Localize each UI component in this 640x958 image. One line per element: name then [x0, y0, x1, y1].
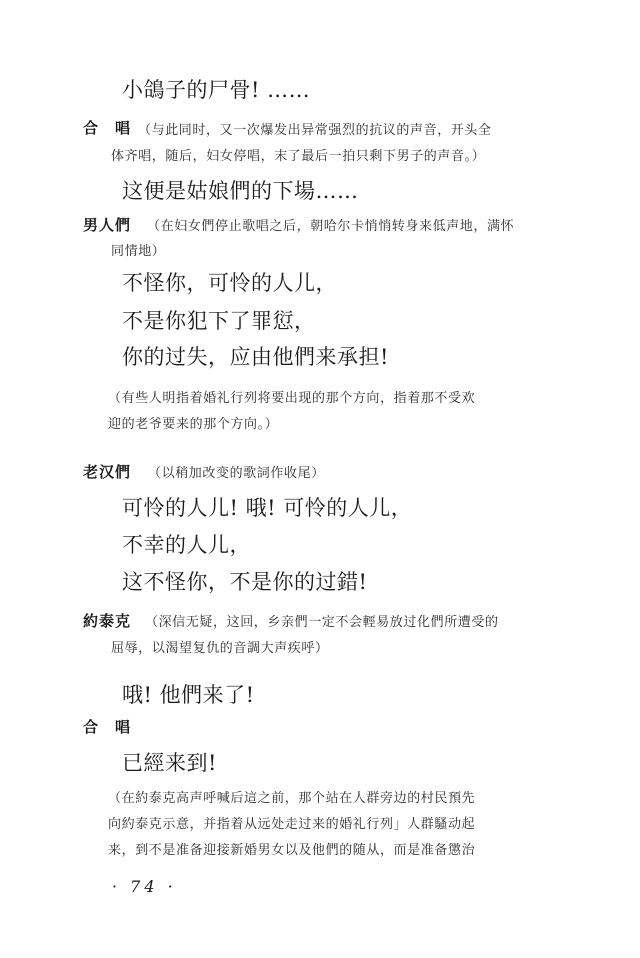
- speaker-label: 合 唱: [83, 119, 132, 137]
- stage-direction: 同情地）: [111, 244, 166, 259]
- stage-direction: 来，到不是准备迎接新婚男女以及他們的随从，而是准备懲治: [108, 843, 476, 858]
- stage-direction: 体齐唱，随后，妇女停唱，末了最后一拍只剩下男子的声音。）: [111, 149, 486, 164]
- stage-direction: （与此同时，又一次爆发出异常强烈的抗议的声音，开头全: [138, 123, 492, 138]
- speaker-label: 男人們: [83, 216, 132, 234]
- speaker-label: 合 唱: [83, 718, 132, 736]
- stage-direction: （深信无疑，这回，乡亲們一定不会輕易放过化們所遭受的: [145, 615, 499, 630]
- speaker-label: 約泰克: [83, 612, 132, 630]
- stage-direction: （在妇女們停止歌唱之后，朝哈尔卡悄悄转身来低声地，满怀: [147, 219, 515, 234]
- verse-line: 这不怪你，不是你的过錯!: [122, 570, 368, 594]
- page-number: · 74 ·: [112, 877, 177, 896]
- stage-direction: 向約泰克示意，并指着从远处走过来的婚礼行列」人群騷动起: [108, 817, 476, 832]
- verse-line: 已經来到!: [122, 751, 217, 775]
- verse-line: 小鴿子的尸骨! ……: [122, 78, 311, 102]
- verse-line: 哦! 他們来了!: [122, 683, 255, 707]
- stage-direction: （在約泰克高声呼喊后這之前，那个站在人群旁边的村民預先: [108, 791, 476, 806]
- verse-line: 不怪你，可怜的人儿，: [122, 271, 337, 295]
- stage-direction: （有些人明指着婚礼行列将要出现的那个方向，指着那不受欢: [108, 391, 476, 406]
- verse-line: 不是你犯下了罪愆，: [122, 309, 316, 333]
- verse-line: 可怜的人儿! 哦! 可怜的人儿，: [122, 496, 413, 520]
- speaker-label: 老汉們: [83, 463, 132, 481]
- stage-direction: 屈辱，以渴望复仇的音調大声疾呼）: [111, 641, 329, 656]
- stage-direction: 迎的老爷要来的那个方向。）: [108, 417, 279, 432]
- stage-direction: （以稍加改变的歌詞作收尾）: [148, 466, 325, 481]
- verse-line: 你的过失，应由他們来承担!: [122, 345, 389, 369]
- verse-line: 这便是姑娘們的下場……: [122, 179, 359, 203]
- verse-line: 不幸的人儿，: [122, 533, 251, 557]
